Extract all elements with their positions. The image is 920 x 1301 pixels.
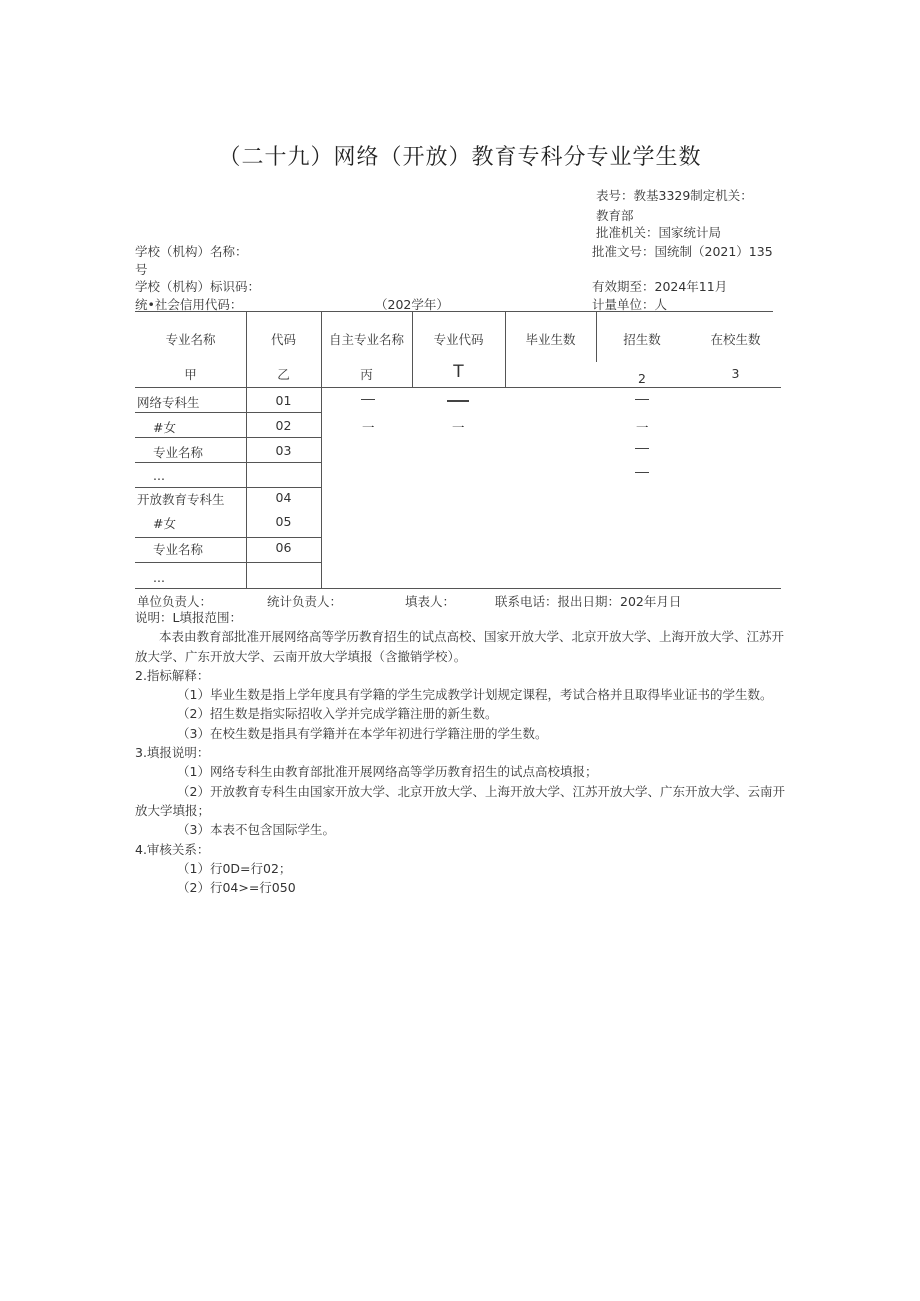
- note-scope-text: 本表由教育部批准开展网络高等学历教育招生的试点高校、国家开放大学、北京开放大学、上海开放大学、江苏开放大学、广东开放大学、云南开放大学填报（含撤销学校）。: [135, 629, 785, 664]
- measure-unit: 计量单位：人: [592, 297, 668, 312]
- authority: 教育部: [596, 208, 634, 223]
- header-major-name: 专业名称: [165, 332, 216, 347]
- phone-date-label: 联系电话：报出日期：202年月日: [495, 594, 682, 609]
- note-indicator-3: （3）在校生数是指具有学籍并在本学年初进行学籍注册的学生数。: [177, 725, 548, 741]
- empty-mark: [447, 400, 469, 402]
- table-bottom-border: [135, 588, 781, 589]
- subheader-ding: T: [453, 362, 464, 382]
- column-divider: [321, 312, 322, 588]
- note-filling-1: （1）网络专科生由教育部批准开展网络高等学历教育招生的试点高校填报；: [177, 764, 598, 780]
- row-label: 专业名称: [153, 445, 204, 460]
- filler-label: 填表人：: [405, 594, 456, 609]
- empty-mark: [361, 399, 375, 400]
- note-audit-1: （1）行0D=行02；: [177, 860, 292, 876]
- approval-doc: 批准文号：国统制（2021）135: [592, 244, 773, 259]
- header-graduates: 毕业生数: [525, 332, 576, 347]
- subheader-yi: 乙: [277, 367, 290, 382]
- stat-head-label: 统计负责人：: [267, 594, 343, 609]
- school-id-label: 学校（机构）标识码：: [135, 279, 261, 294]
- row-label: #女: [153, 516, 176, 531]
- table-number: 表号：教基3329制定机关：: [596, 188, 753, 203]
- school-name-label: 学校（机构）名称：: [135, 244, 248, 259]
- table-top-border: [135, 311, 773, 312]
- note-scope-title: 说明：L填报范围：: [135, 610, 242, 625]
- note-indicator-1: （1）毕业生数是指上学年度具有学籍的学生完成教学计划规定课程，考试合格并且取得毕业证书的学生数。: [177, 687, 773, 703]
- row-label: 网络专科生: [137, 395, 200, 410]
- school-year: （202学年）: [375, 297, 449, 312]
- empty-mark: 一: [452, 420, 465, 435]
- empty-mark: 一: [636, 420, 649, 435]
- header-custom-major: 自主专业名称: [328, 332, 404, 347]
- header-enrollment: 招生数: [623, 332, 661, 347]
- header-in-school: 在校生数: [710, 332, 761, 347]
- header-code: 代码: [270, 332, 296, 347]
- row-code: 01: [275, 393, 292, 408]
- column-divider: [505, 312, 506, 387]
- note-indicator-title: 2.指标解释：: [135, 667, 210, 683]
- empty-mark: [635, 472, 649, 473]
- row-divider: [135, 562, 321, 563]
- row-divider: [135, 537, 321, 538]
- approval-org: 批准机关：国家统计局: [596, 225, 722, 240]
- row-divider: [135, 437, 321, 438]
- row-divider: [135, 462, 321, 463]
- notes-section: [135, 608, 785, 897]
- row-code: 05: [275, 514, 292, 529]
- note-filling-3: （3）本表不包含国际学生。: [177, 822, 335, 838]
- page-title: （二十九）网络（开放）教育专科分专业学生数: [218, 145, 702, 170]
- empty-mark: [635, 448, 649, 449]
- note-indicator-2: （2）招生数是指实际招收入学并完成学籍注册的新生数。: [177, 706, 498, 722]
- approval-doc-suffix: 号: [135, 262, 148, 277]
- row-label: 专业名称: [153, 542, 204, 557]
- note-audit-2: （2）行04>=行050: [177, 880, 296, 896]
- empty-mark: 一: [362, 420, 375, 435]
- note-filling-2: （2）开放教育专科生由国家开放大学、北京开放大学、上海开放大学、江苏开放大学、广东开放大学、云南开放大学填报；: [135, 783, 785, 818]
- note-filling-title: 3.填报说明：: [135, 745, 210, 761]
- credit-code-label: 统•社会信用代码：: [135, 297, 243, 312]
- row-divider: [135, 487, 321, 488]
- subheader-2: 2: [638, 371, 646, 386]
- note-audit-title: 4.审核关系：: [135, 841, 210, 857]
- unit-head-label: 单位负责人：: [137, 594, 213, 609]
- row-label: ...: [153, 570, 165, 585]
- row-code: 04: [275, 490, 292, 505]
- empty-mark: [635, 399, 649, 400]
- row-code: 03: [275, 443, 292, 458]
- row-code: 06: [275, 540, 292, 555]
- row-code: 02: [275, 418, 292, 433]
- valid-until: 有效期至：2024年11月: [592, 279, 728, 294]
- header-bottom-border: [135, 387, 781, 388]
- header-major-code: 专业代码: [433, 332, 484, 347]
- row-label: ...: [153, 468, 165, 483]
- subheader-3: 3: [731, 366, 740, 381]
- row-divider: [135, 412, 321, 413]
- subheader-jia: 甲: [184, 367, 197, 382]
- row-label: #女: [153, 420, 176, 435]
- subheader-bing: 丙: [360, 367, 373, 382]
- row-label: 开放教育专科生: [137, 492, 225, 507]
